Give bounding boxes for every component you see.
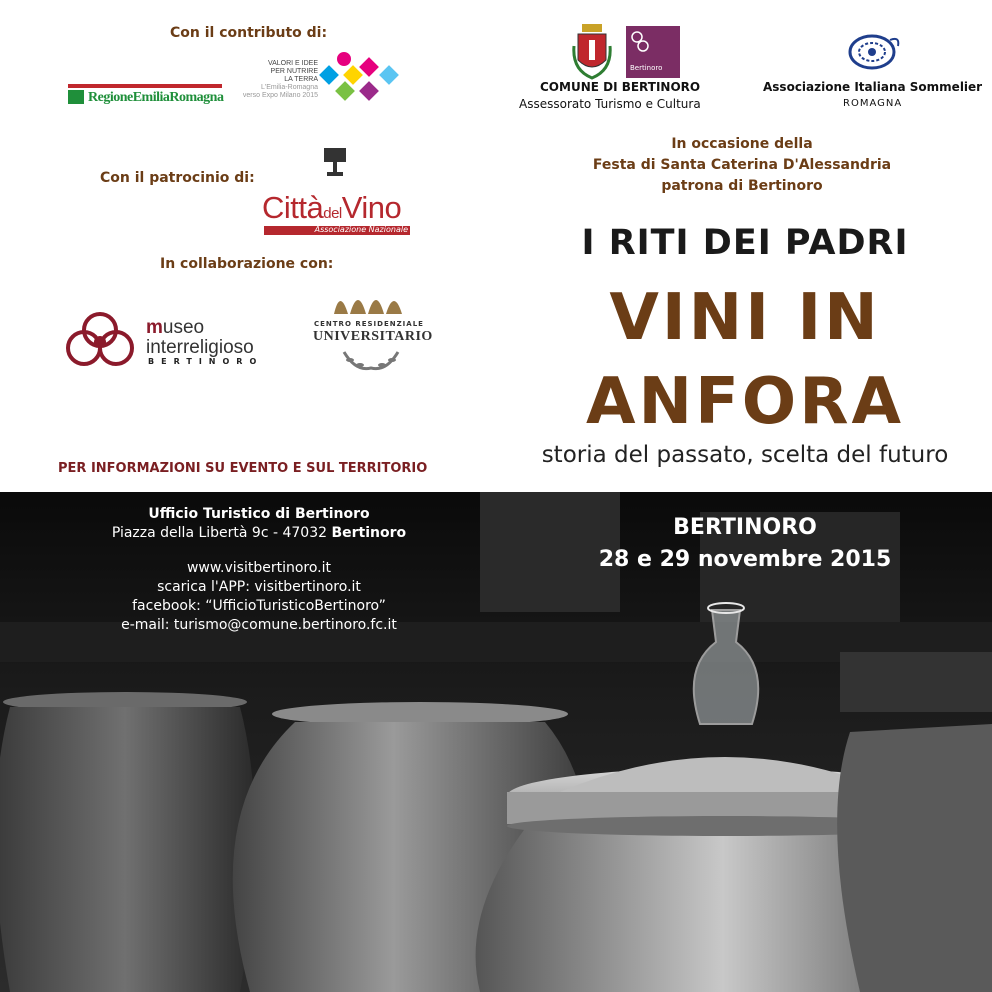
valori-line: PER NUTRIRE: [270, 68, 318, 75]
email-link[interactable]: e-mail: turismo@comune.bertinoro.fc.it: [121, 617, 397, 633]
event-title-line1: VINI IN: [609, 281, 881, 355]
valori-line: VALORI E IDEE: [267, 60, 318, 67]
wine-glass-icon: [322, 146, 348, 180]
comune-sub: Assessorato Turismo e Cultura: [519, 97, 701, 111]
laurel-wreath-icon: [336, 348, 406, 372]
museo-m: m: [146, 317, 163, 338]
app-text: scarica l'APP: visitbertinoro.it: [157, 579, 361, 595]
interfaith-symbols-icon: [64, 308, 136, 368]
bertinoro-box-text: Bertinoro: [630, 64, 663, 72]
vino-text: Vino: [341, 190, 402, 225]
contributo-label: Con il contributo di:: [170, 25, 328, 41]
centro-main: UNIVERSITARIO: [313, 329, 433, 344]
occasion-line: Festa di Santa Caterina D'Alessandria: [592, 157, 892, 173]
address-town: Bertinoro: [331, 525, 407, 541]
museo-sub: BERTINORO: [148, 357, 264, 366]
collaborazione-label: In collaborazione con:: [160, 256, 334, 272]
facebook-text[interactable]: facebook: “UfficioTuristicoBertinoro”: [132, 598, 386, 614]
occasion-line: patrona di Bertinoro: [661, 178, 823, 194]
comune-coat-of-arms-icon: [572, 24, 612, 80]
contact-block: [60, 505, 458, 635]
ais-sub: ROMAGNA: [843, 98, 903, 109]
bertinoro-glasses-icon: [630, 30, 650, 56]
ais-sommelier-logo-icon: [846, 32, 902, 72]
ais-name: Associazione Italiana Sommelier: [763, 80, 983, 94]
occasion-line: In occasione della: [671, 136, 813, 152]
centro-top: CENTRO RESIDENZIALE: [314, 320, 424, 328]
valori-line: verso Expo Milano 2015: [242, 92, 318, 99]
event-title-line2: ANFORA: [585, 365, 905, 439]
occasion-text: [590, 134, 894, 197]
website-link[interactable]: www.visitbertinoro.it: [186, 560, 332, 576]
event-subtitle: I RITI DEI PADRI: [581, 223, 909, 263]
museo-line2: interreligioso: [146, 337, 254, 358]
event-dates: 28 e 29 novembre 2015: [598, 547, 892, 572]
regione-logo-text: RegioneEmiliaRomagna: [88, 90, 224, 105]
event-tagline: storia del passato, scelta del futuro: [541, 442, 949, 468]
museo-useo: useo: [162, 317, 205, 338]
event-place: BERTINORO: [673, 515, 817, 540]
valori-line: L'Emilia-Romagna: [261, 84, 318, 91]
crown-arches-icon: [330, 286, 410, 316]
bertinoro-logo: [626, 26, 680, 78]
office-address: [60, 524, 458, 543]
citta-sub: Associazione Nazionale: [314, 225, 408, 234]
address-text: Piazza della Libertà 9c - 47032: [111, 525, 332, 541]
comune-name: COMUNE DI BERTINORO: [540, 80, 701, 94]
info-heading: PER INFORMAZIONI SU EVENTO E SUL TERRITORIO: [58, 461, 428, 476]
valori-line: LA TERRA: [284, 76, 318, 83]
patrocinio-label: Con il patrocinio di:: [100, 170, 255, 186]
citta-text: Città: [262, 190, 324, 225]
del-text: del: [323, 205, 342, 222]
event-date-block: [575, 512, 915, 576]
office-name: Ufficio Turistico di Bertinoro: [148, 506, 370, 522]
